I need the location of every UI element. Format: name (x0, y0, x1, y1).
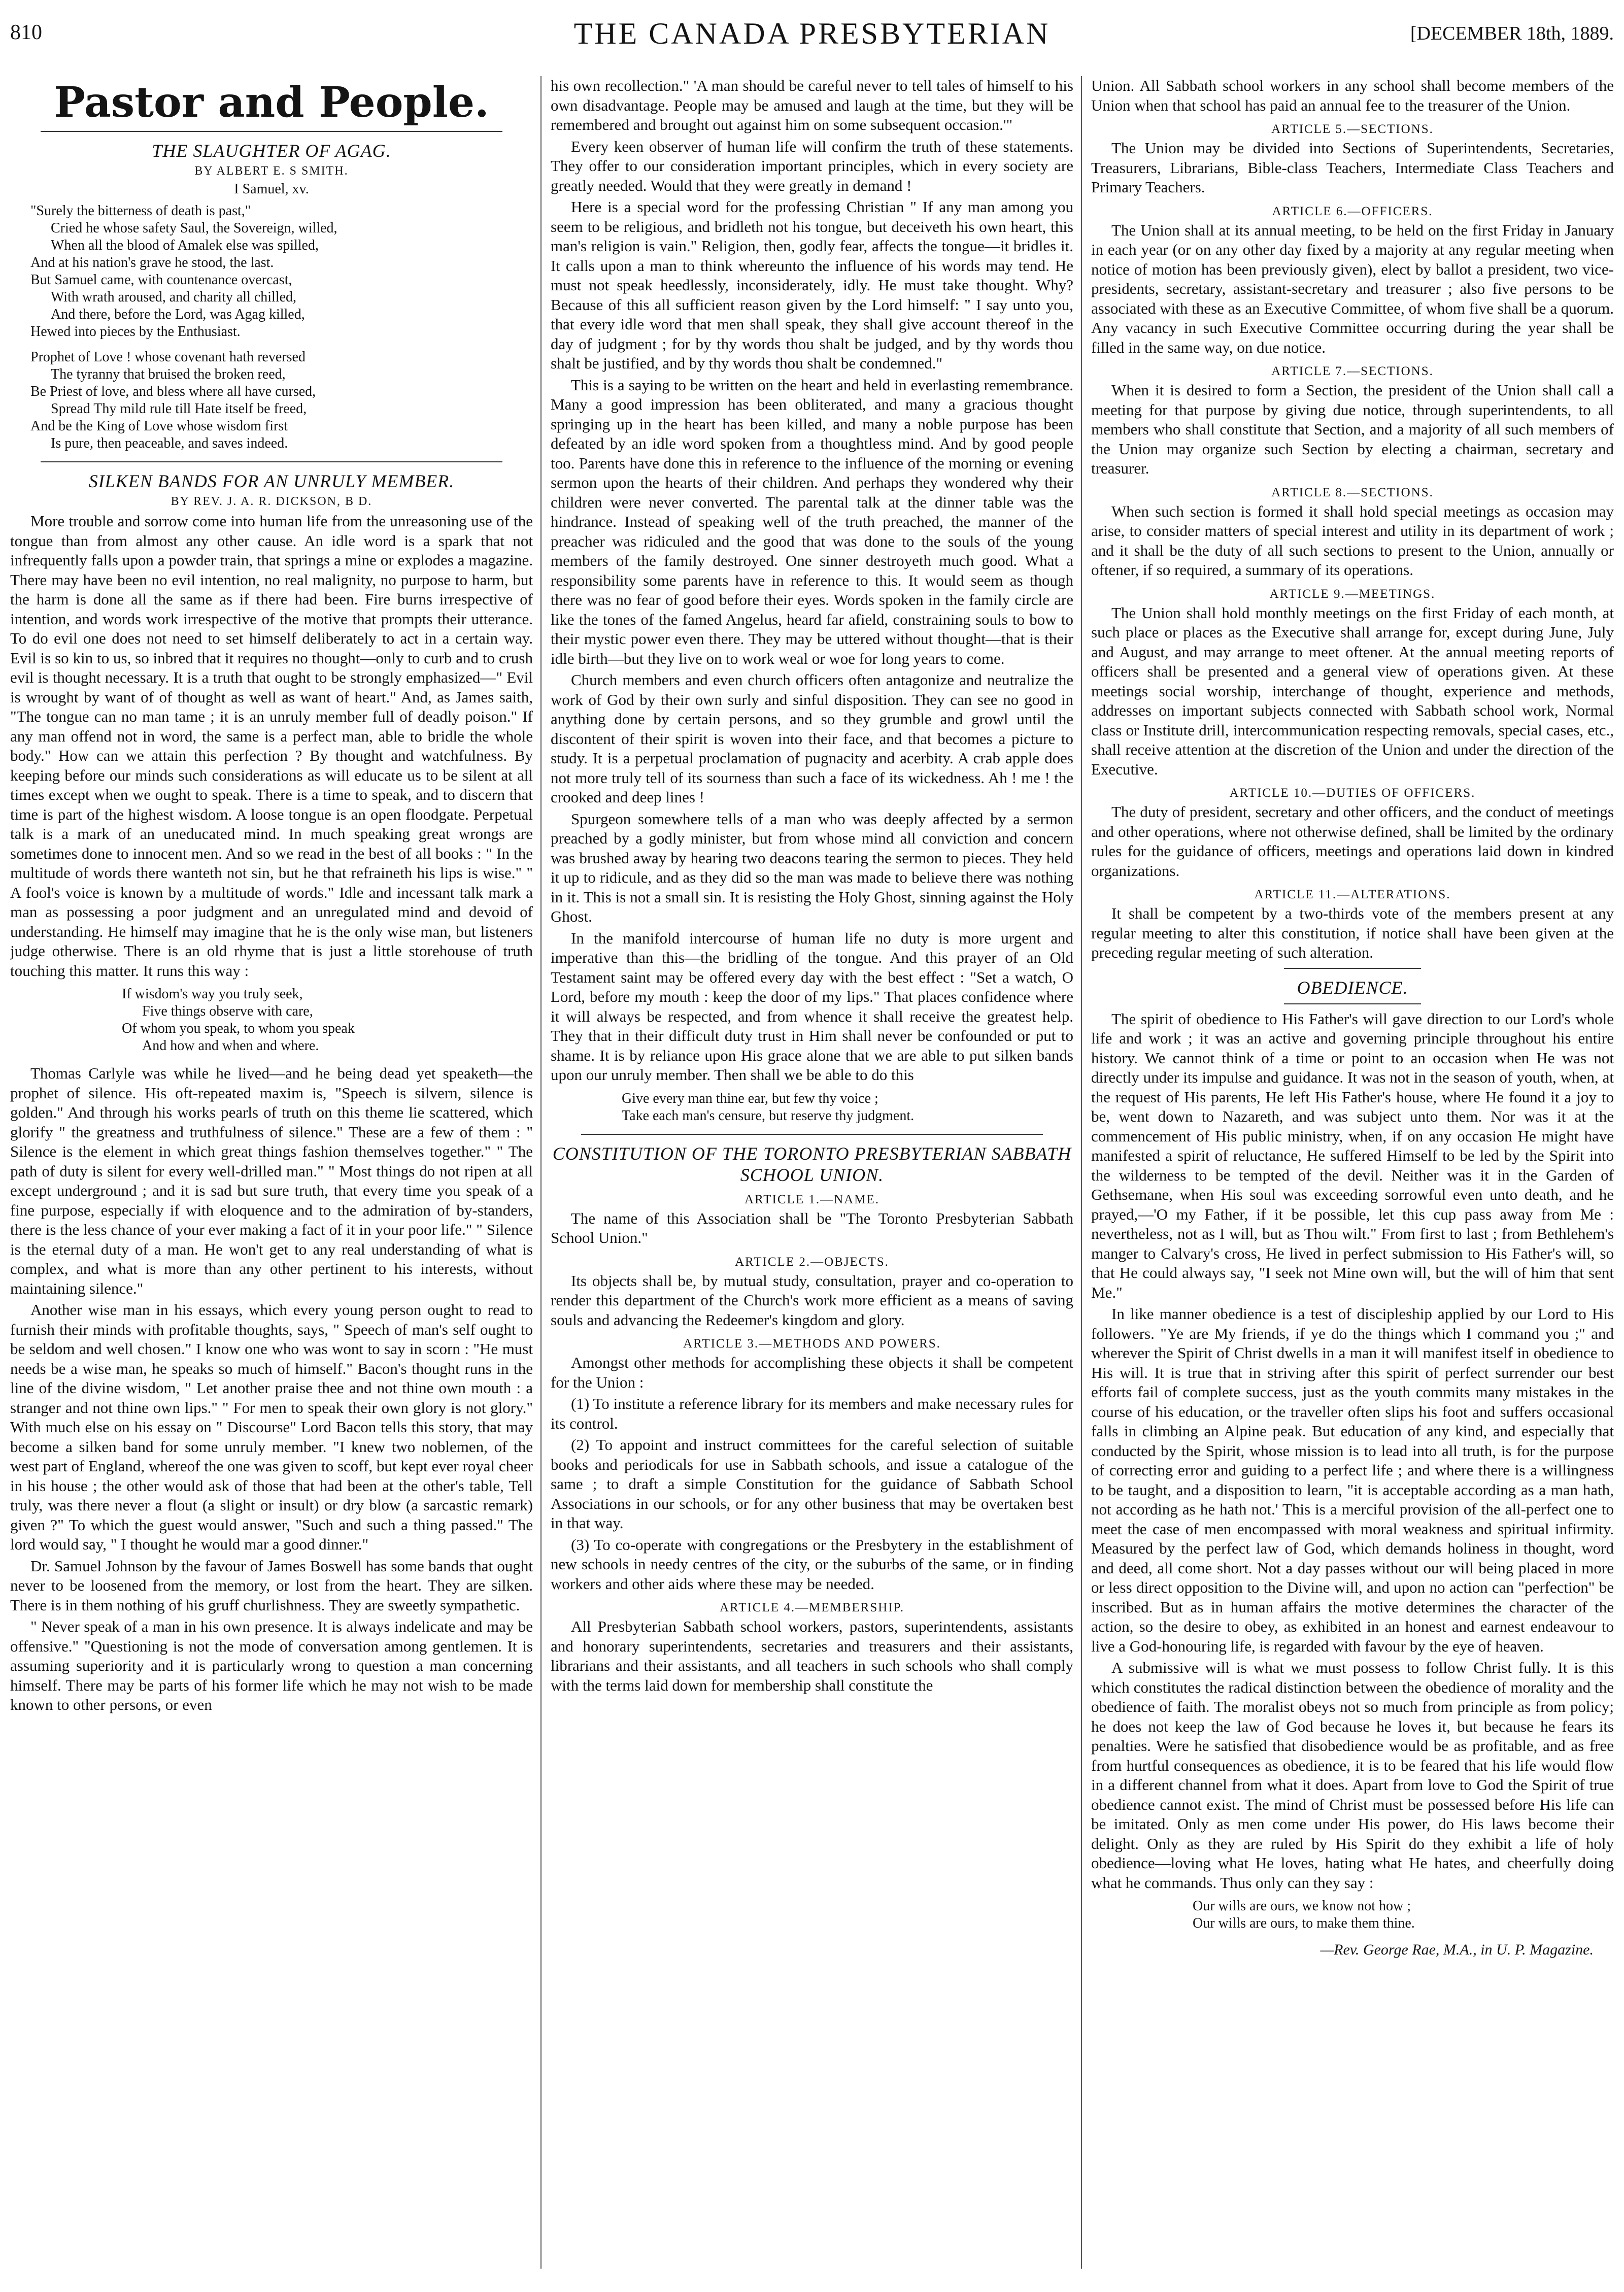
article-heading: ARTICLE 6.—OFFICERS. (1272, 204, 1433, 218)
paragraph: Amongst other methods for accomplishing these objects it shall be competent for the Union : (551, 1354, 1073, 1391)
article-heading: ARTICLE 2.—OBJECTS. (735, 1255, 889, 1269)
paragraph: It shall be competent by a two-thirds vote of the members present at any regular meeting to alter this constitution, if notice shall have been given at the preceding regular meeting of such alteration. (1091, 904, 1614, 961)
paragraph: The Union may be divided into Sections of Superintendents, Secretaries, Treasurers, Librarians, Bible-class Teachers, Intermediate Class Teachers and Primary Teachers. (1091, 139, 1614, 196)
rhyme (122, 986, 533, 1055)
paragraph: Here is a special word for the professing Christian " If any man among you seem to be religious, and bridleth not his tongue, but deceiveth his own heart, this man's religion is vain." Religion, then, godly fear, affects the tongue—it bridles it. It calls upon a man to think whereunto the influence of his words may tend. He must not speak heedlessly, inconsiderately, idly. He must take thought. Why? Because of this all sufficient reason given by the Lord himself: " I say unto you, that every idle word that men shall speak, they shall give account thereof in the day of judgment ; for by thy words thou shalt be judged, and by thy words thou shalt be justified, and by thy words thou shalt be condemned." (551, 198, 1073, 372)
poem-line: With wrath aroused, and charity all chilled, (51, 289, 297, 305)
column-2 (551, 76, 1073, 2269)
constitution-title: CONSTITUTION OF THE TORONTO PRESBYTERIAN SABBATH SCHOOL UNION. (552, 1143, 1072, 1185)
page-number: 810 (10, 21, 42, 44)
paragraph: Its objects shall be, by mutual study, consultation, prayer and co-operation to render this department of the Church's work more efficient as a means of saving souls and advancing the Redeemer's kingdom and glory. (551, 1271, 1073, 1329)
paragraph: The name of this Association shall be "The Toronto Presbyterian Sabbath School Union." (551, 1209, 1073, 1246)
article-heading: ARTICLE 11.—ALTERATIONS. (1254, 888, 1451, 901)
paragraph: The duty of president, secretary and other officers, and the conduct of meetings and other operations, where not otherwise defined, shall be limited by the ordinary rules for the guidance of officers, meetings and operations laid down in kindred organizations. (1091, 803, 1614, 880)
masthead: THE CANADA PRESBYTERIAN (573, 17, 1051, 50)
paragraph: All Presbyterian Sabbath school workers, pastors, superintendents, assistants and honorary superintendents, secretaries and treasurers and their assistants, librarians and their assistants, and all teachers in such schools who shall comply with the terms laid down for membership shall constitute the (551, 1617, 1073, 1694)
poem-line: The tyranny that bruised the broken reed, (51, 366, 286, 382)
paragraph: Every keen observer of human life will confirm the truth of these statements. They offer to our consideration important principles, which in every society are greatly needed. Would that they were greatly in demand ! (551, 137, 1073, 194)
paragraph: his own recollection." 'A man should be careful never to tell tales of himself to his own disadvantage. People may be amused and laugh at the time, but they will be remembered and brought out against him on some subsequent occasion.'" (551, 77, 1073, 133)
article-byline: BY REV. J. A. R. DICKSON, B D. (171, 495, 373, 508)
issue-date: [DECEMBER 18th, 1889. (1410, 23, 1614, 44)
paragraph: Union. All Sabbath school workers in any school shall become members of the Union when that school has paid an annual fee to the treasurer of the Union. (1091, 77, 1614, 114)
divider (1284, 968, 1421, 969)
obedience-title: OBEDIENCE. (1297, 977, 1408, 998)
paragraph: Another wise man in his essays, which every young person ought to read to furnish their minds with profitable thoughts, says, " Speech of man's self ought to be seldom and well chosen." I know one who was wont to say in scorn : "He must needs be a wise man, he speaks so much of himself." Bacon's thought runs in the line of the divine wisdom, " Let another praise thee and not thine own mouth : a stranger and not thine own lips." " For men to speak their own glory is not glory." With much else on his essay on " Discourse" Lord Bacon tells this story, that may become a silken band for some unruly member. "I knew two noblemen, of the west part of England, whereof the one was given to scoff, but kept ever royal cheer in his house ; the other would ask of those that had been at the other's table, Tell truly, was there never a flout (a slight or insult) or dry blow (a sarcastic remark) given ?" To which the guest would answer, "Such and such a thing passed." The lord would say, " I thought he would mar a good dinner." (10, 1301, 533, 1553)
paragraph: Thomas Carlyle was while he lived—and he being dead yet speaketh—the prophet of silence. His oft-repeated maxim is, "Speech is silvern, silence is golden." And through his works pearls of truth on this theme lie scattered, which glorify " the greatness and truthfulness of silence." These are a few of them : " Silence is the element in which great things fashion themselves together." " The path of duty is silent for every well-drilled man." " Most things do not ripen at all except underground ; and it is sad but sure truth, that every time you speak of a fine purpose, especially if with eloquence and to the admiration of by-standers, there is the less chance of your ever making a fact of it in your poor life." " Silence is the eternal duty of a man. He won't get to any real understanding of what is complex, and what is more than any other pertinent to his interests, without maintaining silence." (10, 1064, 533, 1297)
page-header (10, 16, 1614, 62)
paragraph: A submissive will is what we must possess to follow Christ fully. It is this which constitutes the radical distinction between the obedience of morality and the obedience of faith. The moralist obeys not so much from principle as from policy; he does not keep the law of God because he loves it, but because he fears its penalties. Were he satisfied that disobedience would be as profitable, and as free from hurtful consequences as obedience, it is to be feared that his life would flow in a different channel from what it does. Apart from love to God the Spirit of true obedience cannot exist. The mind of Christ must be possessed before His life can be imitated. Only as men come under His power, do His laws become their delight. Only as they are ruled by His Spirit do they exhibit a life of holy obedience—loving what He loves, hating what He hates, and cheerfully doing what he commands. Thus only can they say : (1091, 1659, 1614, 1892)
rhyme-line: Five things observe with care, (142, 1003, 313, 1019)
poem-line: "Surely the bitterness of death is past," (30, 203, 251, 219)
poem-line: And at his nation's grave he stood, the last. (30, 255, 274, 271)
article-heading: ARTICLE 7.—SECTIONS. (1271, 364, 1434, 378)
paragraph: In the manifold intercourse of human life no duty is more urgent and imperative than this—the bridling of the tongue. And this prayer of an Old Testament saint may be offered every day with the best effect : "Set a watch, O Lord, before my mouth : keep the door of my lips." That places confidence where it will always be respected, and from whence it shall receive the greatest help. They that in their difficult duty trust in Him shall never be confounded or put to shame. It is by reliance upon His grace alone that we are able to put silken bands upon our unruly member. Then shall we be able to do this (551, 929, 1073, 1084)
rhyme-line: If wisdom's way you truly seek, (122, 986, 303, 1002)
poem-line: When all the blood of Amalek else was spilled, (51, 238, 319, 253)
couplet-line: Give every man thine ear, but few thy voice ; (622, 1090, 878, 1106)
paragraph: The Union shall at its annual meeting, to be held on the first Friday in January in each year (or on any other day fixed by a majority at any regular meeting when notice of motion has been previously given), elect by ballot a president, two vice-presidents, secretary, assistant-secretary and treasurer ; also five persons to be associated with these as an Executive Committee, of whom five shall be a quorum. Any vacancy in such Executive Committee occurring during the year shall be filled in the same way, on due notice. (1091, 221, 1614, 356)
poem-reference: I Samuel, xv. (234, 181, 309, 197)
article-heading: ARTICLE 8.—SECTIONS. (1271, 485, 1434, 499)
divider (41, 461, 502, 462)
paragraph: When such section is formed it shall hold special meetings as occasion may arise, to consider matters of special interest and utility in its department of work ; and it shall be the duty of all such sections to present to the Union, annually or oftener, if so required, a summary of its operations. (1091, 502, 1614, 579)
department-heading: Pastor and People. (54, 78, 489, 127)
poem-byline: BY ALBERT E. S SMITH. (194, 164, 349, 178)
poem-line: Prophet of Love ! whose covenant hath reversed (30, 349, 306, 365)
paragraph: More trouble and sorrow come into human life from the unreasoning use of the tongue than from almost any other cause. An idle word is a spark that not infrequently falls upon a powder train, that springs a mine or explodes a magazine. There may have been no evil intention, no real malignity, no purpose to harm, but the harm is done all the same as if there had been. Fire burns irrespective of intention, and words work irrespective of the motive that prompts their utterance. To do evil one does not need to set himself deliberately to act in a certain way. Evil is so kin to us, so inbred that it requires no thought—only to curb and to crush evil is thought necessary. It is a truth that ought to be strongly emphasized—" Evil is wrought by want of of thought as well as want of heart." And, as James saith, "The tongue can no man tame ; it is an unruly member full of deadly poison." If any man offend not in word, the same is a perfect man, able to bridle the whole body." How can we attain this perfection ? By thought and watchfulness. By keeping before our minds such considerations as will educate us to be silent at all times except when we ought to speak. There is a time to speak, and to discern that time is part of the highest wisdom. A loose tongue is an open floodgate. Perpetual talk is a mark of an uneducated mind. In much speaking great wrongs are sometimes done to innocent men. And so we read in the best of all books : " In the multitude of words there wanteth not sin, but he that refraineth his lips is wise." " A fool's voice is known by a multitude of words." Idle and incessant talk mark a man as possessing a poor judgment and an unregulated mind and devoid of understanding. He himself may imagine that he is the only wise man, but listeners judge otherwise. There is an old rhyme that is just a little storehouse of truth touching this matter. It runs this way : (10, 512, 533, 980)
article-heading: ARTICLE 9.—MEETINGS. (1269, 587, 1436, 601)
couplet-line: Take each man's censure, but reserve thy judgment. (622, 1107, 915, 1124)
paragraph: When it is desired to form a Section, the president of the Union shall call a meeting for that purpose by giving due notice, through superintendents, to all members who shall constitute that Section, and a majority of all such members of the Union may organize such Section by electing a chairman, secretary and treasurer. (1091, 381, 1614, 477)
column-1 (10, 76, 533, 2269)
signature: —Rev. George Rae, M.A., in U. P. Magazine. (1320, 1941, 1594, 1958)
verse-line: Our wills are ours, to make them thine. (1193, 1915, 1415, 1931)
column-divider (540, 76, 542, 2269)
poem-line: But Samuel came, with countenance overcast, (30, 272, 292, 288)
column-divider (1081, 76, 1082, 2269)
poem-line: And there, before the Lord, was Agag killed, (51, 307, 305, 322)
poem-line: Is pure, then peaceable, and saves indeed. (51, 435, 288, 451)
paragraph: This is a saying to be written on the heart and held in everlasting remembrance. Many a good impression has been obliterated, and many a gracious thought springing up in the heart has been killed, and many a noble purpose has been defeated by an idle word spoken from a thoughtless mind. And by good people too. Parents have done this in reference to the influence of the morning or evening sermon upon the hearts of their children. And perhaps they wondered why their children were never converted. The parental talk at the dinner table was the hindrance. Instead of speaking well of the truth preached, the manner of the preacher was ridiculed and the good that was done to the souls of the young members of the family destroyed. One sinner destroyeth much good. What a responsibility some parents have in reference to this. It would seem as though there was no fear of good before their eyes. Words spoken in the family circle are like the tones of the famed Angelus, heard far afield, constraining souls to bow to their mystic power even there. They may be uttered without thought—that is their idle birth—but they live on to work weal or woe for long years to come. (551, 376, 1073, 667)
couplet (622, 1090, 1073, 1125)
paragraph: In like manner obedience is a test of discipleship applied by our Lord to His followers. "Ye are My friends, if ye do the things which I command you ;" and wherever the Spirit of Christ dwells in a man it will manifest itself in obedience to His will. It is true that in striving after this spirit of perfect surrender our best efforts fail of complete success, just as the youth commits many mistakes in the course of his education, or the traveller often slips his foot and suffers occasional falls in climbing an Alpine peak. But education of any kind, and especially that conducted by the Spirit, whose mission is to lead into all truth, is for the purpose of correcting error and guiding to a perfect life ; and where there is a willingness to be taught, and a disposition to learn, "it is acceptable according as a man hath, not according as he hath not.' This is a merciful provision of the all-perfect one to meet the case of men encompassed with moral weakness and spiritual infirmity. Measured by the perfect law of God, which demands holiness in thought, word and deed, all come short. Not a day passes without our will being placed in more or less direct opposition to the Divine will, and upon no action can "perfection" be inscribed. But as in human affairs the motive determines the character of the action, so the desire to obey, as exhibited in an honest and earnest endeavour to live a God-honouring life, is regarded with favour by the eye of heaven. (1091, 1305, 1614, 1655)
divider (41, 131, 502, 132)
article-heading: ARTICLE 5.—SECTIONS. (1271, 122, 1434, 136)
paragraph: Spurgeon somewhere tells of a man who was deeply affected by a sermon preached by a godly minister, but from whose mind all conviction and concern was brushed away by hearing two deacons tearing the sermon to pieces. They held it up to ridicule, and as they did so the man was made to believe there was nothing in it. This is not a small sin. It is resisting the Holy Ghost, sinning against the Holy Ghost. (551, 810, 1073, 925)
paragraph: Dr. Samuel Johnson by the favour of James Boswell has some bands that ought never to be loosened from the memory, or lost from the heart. They are silken. There is in them nothing of his gruff churlishness. They are sweetly sympathetic. (10, 1557, 533, 1614)
closing-verse (1193, 1898, 1614, 1932)
verse-line: Our wills are ours, we know not how ; (1193, 1898, 1411, 1914)
paragraph: (2) To appoint and instruct committees for the careful selection of suitable books and periodicals for use in Sabbath schools, and issue a catalogue of the same ; to draft a simple Constitution for the guidance of Sabbath School Associations in our schools, or for any other business that may be overtaken best in that way. (551, 1436, 1073, 1532)
paragraph: The Union shall hold monthly meetings on the first Friday of each month, at such place or places as the Executive shall arrange for, except during June, July and August, and may arrange to meet oftener. At the annual meeting reports of officers shall be presented and a general view of operations given. At these meetings social worship, interchange of thought, experience and methods, addresses on important subjects connected with Sabbath school work, Normal class or Institute drill, intercommunication respecting removals, special cases, etc., shall receive attention at the discretion of the Union and under the direction of the Executive. (1091, 603, 1614, 778)
article-heading: ARTICLE 4.—MEMBERSHIP. (719, 1601, 905, 1614)
article-heading: ARTICLE 10.—DUTIES OF OFFICERS. (1229, 786, 1476, 800)
poem-line: And be the King of Love whose wisdom first (30, 418, 288, 434)
rhyme-line: And how and when and where. (142, 1038, 319, 1054)
paragraph: " Never speak of a man in his own presence. It is always indelicate and may be offensive." "Questioning is not the mode of conversation among gentlemen. It is assuming superiority and it is particularly wrong to question a man concerning himself. There may be parts of his former life which he may not wish to be made known to other persons, or even (10, 1617, 533, 1713)
article-title: SILKEN BANDS FOR AN UNRULY MEMBER. (88, 471, 455, 491)
article-heading: ARTICLE 1.—NAME. (745, 1192, 879, 1206)
rhyme-line: Of whom you speak, to whom you speak (122, 1021, 355, 1036)
paragraph: Church members and even church officers often antagonize and neutralize the work of God by their own surly and sinful disposition. They can see no good in anything done by certain persons, and so they grumble and growl until the discontent of their spirit is woven into their face, and that becomes a picture to study. It is a perpetual proclamation of pugnacity and acerbity. A crab apple does not more truly tell of its sourness than such a face of its wickedness. Ah ! me ! the crooked and deep lines ! (551, 671, 1073, 806)
article-heading: ARTICLE 3.—METHODS AND POWERS. (683, 1337, 941, 1351)
paragraph: The spirit of obedience to His Father's will gave direction to our Lord's whole life and work ; it was an active and governing principle throughout his entire history. We cannot think of a time or point to an occasion when He was not directly under its impulse and guidance. It was not in the season of youth, when, at the request of His parents, He left His Father's house, where He found it a joy to be, went down to Nazareth, and was subject unto them. Nor was it at the commencement of His public ministry, when, if on any occasion He might have manifested a spirit of reluctance, He suffered Himself to be led by the Spirit into the wilderness to be tempted of the devil. Neither was it in the Garden of Gethsemane, when His soul was exceeding sorrowful even unto death, and he prayed,—'O my Father, if it be possible, let this cup pass away from Me : nevertheless, not as I will, but as Thou wilt." From first to last ; from Bethlehem's manger to Calvary's cross, He lived in perfect submission to His Father's will, so that He could always say, "I seek not Mine own will, but the will of him that sent Me." (1091, 1009, 1614, 1301)
divider (581, 1134, 1043, 1135)
paragraph: (1) To institute a reference library for its members and make necessary rules for its control. (551, 1395, 1073, 1432)
poem (30, 203, 533, 452)
poem-line: Hewed into pieces by the Enthusiast. (30, 324, 241, 340)
column-3 (1091, 76, 1614, 2269)
poem-title: THE SLAUGHTER OF AGAG. (152, 141, 391, 161)
poem-line: Be Priest of love, and bless where all have cursed, (30, 384, 316, 399)
paragraph: (3) To co-operate with congregations or the Presbytery in the establishment of new schools in needy centres of the city, or the suburbs of the same, or in finding workers and other aids where these may be needed. (551, 1535, 1073, 1593)
poem-line: Cried he whose safety Saul, the Sovereign, willed, (51, 220, 337, 236)
divider (1284, 1003, 1421, 1004)
poem-line: Spread Thy mild rule till Hate itself be freed, (51, 401, 307, 417)
